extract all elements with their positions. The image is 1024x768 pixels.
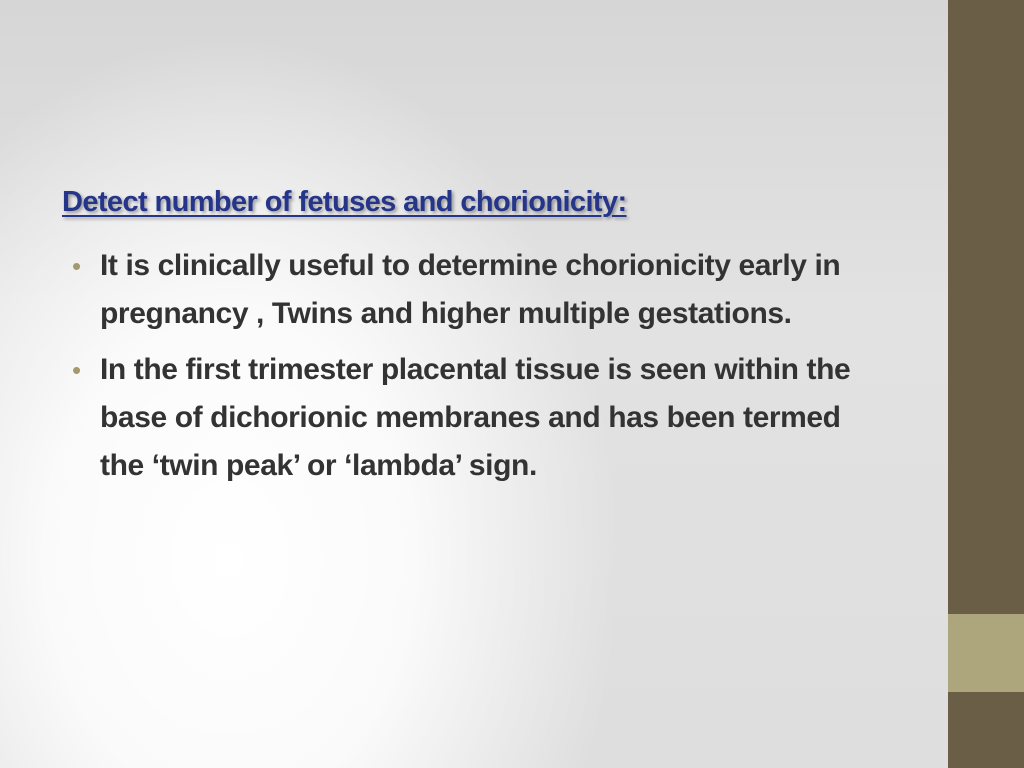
side-accent-block [948, 614, 1024, 692]
bullet-icon: • [72, 355, 82, 385]
bullet-text-1: It is clinically useful to determine chorionicity early in pregnancy , Twins and higher multiple gestations. [100, 249, 841, 330]
bullet-list [70, 242, 870, 498]
slide-title: Detect number of fetuses and chorionicity: [62, 186, 627, 218]
bullet-item-1 [70, 242, 870, 338]
bullet-icon: • [72, 251, 82, 281]
bullet-item-2 [70, 346, 870, 490]
bullet-text-2: In the first trimester placental tissue is seen within the base of dichorionic membranes and has been termed the ‘twin peak’ or ‘lambda’ sign. [100, 353, 851, 482]
